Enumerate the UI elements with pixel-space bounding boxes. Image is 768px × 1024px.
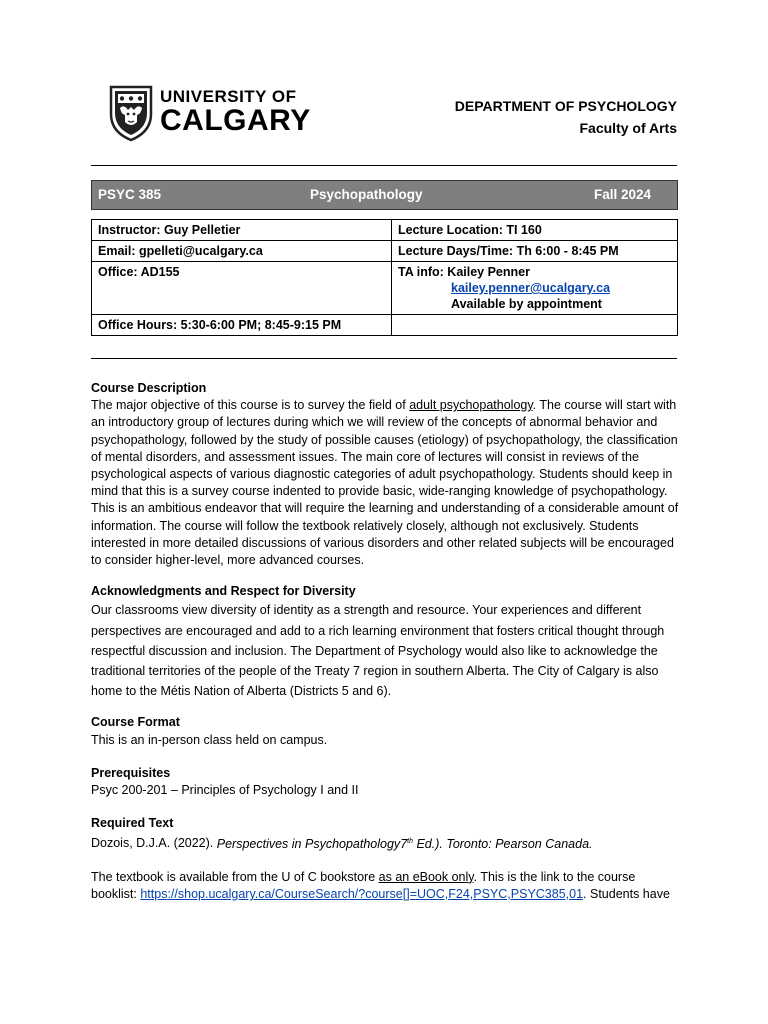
ta-name: TA info: Kailey Penner <box>398 265 530 279</box>
university-logo <box>108 84 318 144</box>
textbook-note-text: The textbook is available from the U of C bookstore as an eBook only. This is the link to the course booklist: https://shop.ucalgary.ca/CourseSearch/?course[]=UOC,F24,PSYC,PSYC385,01. Students have <box>91 869 670 902</box>
prerequisites-section <box>91 765 681 799</box>
ta-availability: Available by appointment <box>451 297 602 311</box>
course-title: Psychopathology <box>310 187 423 202</box>
section-heading: Course Format <box>91 715 180 730</box>
section-heading: Course Description <box>91 381 207 395</box>
course-term: Fall 2024 <box>594 187 652 202</box>
crest-icon <box>108 84 154 142</box>
course-format-text: This is an in-person class held on campus. <box>91 732 328 747</box>
course-description-text: The major objective of this course is to survey the field of adult psychopathology. The course will start with an introductory group of lectures during which we will review of the concepts of abnormal behavior and psychopathology, followed by the study of possible causes (etiology) of psychopathology, the classification of mental disorders, and assessment issues. The main core of lectures will consist in reviews of the psychological aspects of various diagnostic categories of adult psychopathology. Students should keep in mind that this is a survey course indented to provide basic, wide-ranging knowledge of psychopathology. This is an ambitious endeavor that will require the learning and understanding of a considerable amount of information. The course will follow the textbook relatively closely, although not exclusively. Students interested in more detailed discussions of various disorders and other related subjects will be encouraged to consider higher-level, more advanced courses. <box>91 398 679 568</box>
course-format-section <box>91 714 681 748</box>
header-divider <box>91 165 677 166</box>
instructor-cell: Instructor: Guy Pelletier <box>92 220 392 241</box>
table-row <box>92 315 678 336</box>
office-cell: Office: AD155 <box>92 262 392 315</box>
course-code: PSYC 385 <box>98 187 162 202</box>
ebook-only-note: as an eBook only <box>378 869 474 884</box>
department-name: DEPARTMENT OF PSYCHOLOGY <box>454 98 677 114</box>
underlined-term: adult psychopathology <box>409 398 533 413</box>
course-banner <box>91 180 678 210</box>
acknowledgments-section <box>91 583 681 701</box>
logo-line2: CALGARY <box>160 104 311 137</box>
required-text-citation: Dozois, D.J.A. (2022). Perspectives in Psychopathology7th Ed.). Toronto: Pearson Canada. <box>91 836 593 851</box>
logo-line1: UNIVERSITY OF <box>160 87 297 106</box>
syllabus-body <box>91 380 681 919</box>
section-heading: Required Text <box>91 816 174 831</box>
department-heading <box>455 95 677 139</box>
book-title: Perspectives in Psychopathology7th Ed.). Toronto: Pearson Canada. <box>216 836 593 851</box>
empty-cell <box>392 315 678 336</box>
booklist-link[interactable]: https://shop.ucalgary.ca/CourseSearch/?course[]=UOC,F24,PSYC,PSYC385,01 <box>140 887 584 902</box>
course-info-table <box>91 219 678 336</box>
acknowledgments-text: Our classrooms view diversity of identity as a strength and resource. Your experiences and different perspectives are encouraged and add to a rich learning environment that fosters critical thought through respectful discussion and inclusion. The Department of Psychology would also like to acknowledge the traditional territories of the people of the Treaty 7 region in southern Alberta. The City of Calgary is also home to the Métis Nation of Alberta (Districts 5 and 6). <box>91 603 665 699</box>
ta-info-cell <box>392 262 678 315</box>
course-description-section <box>91 380 681 569</box>
office-hours-cell: Office Hours: 5:30-6:00 PM; 8:45-9:15 PM <box>92 315 392 336</box>
table-row <box>92 262 678 315</box>
faculty-name: Faculty of Arts <box>579 120 677 136</box>
table-row <box>92 241 678 262</box>
section-heading: Prerequisites <box>91 765 171 780</box>
ta-email-link[interactable]: kailey.penner@ucalgary.ca <box>451 281 611 295</box>
table-row <box>92 220 678 241</box>
textbook-note-section <box>91 869 681 903</box>
section-heading: Acknowledgments and Respect for Diversity <box>91 584 356 599</box>
lecture-days-cell: Lecture Days/Time: Th 6:00 - 8:45 PM <box>392 241 678 262</box>
prerequisites-text: Psyc 200-201 – Principles of Psychology I and II <box>91 783 359 798</box>
email-cell: Email: gpelleti@ucalgary.ca <box>92 241 392 262</box>
section-divider <box>91 358 677 359</box>
required-text-section <box>91 815 681 853</box>
lecture-location-cell: Lecture Location: TI 160 <box>392 220 678 241</box>
